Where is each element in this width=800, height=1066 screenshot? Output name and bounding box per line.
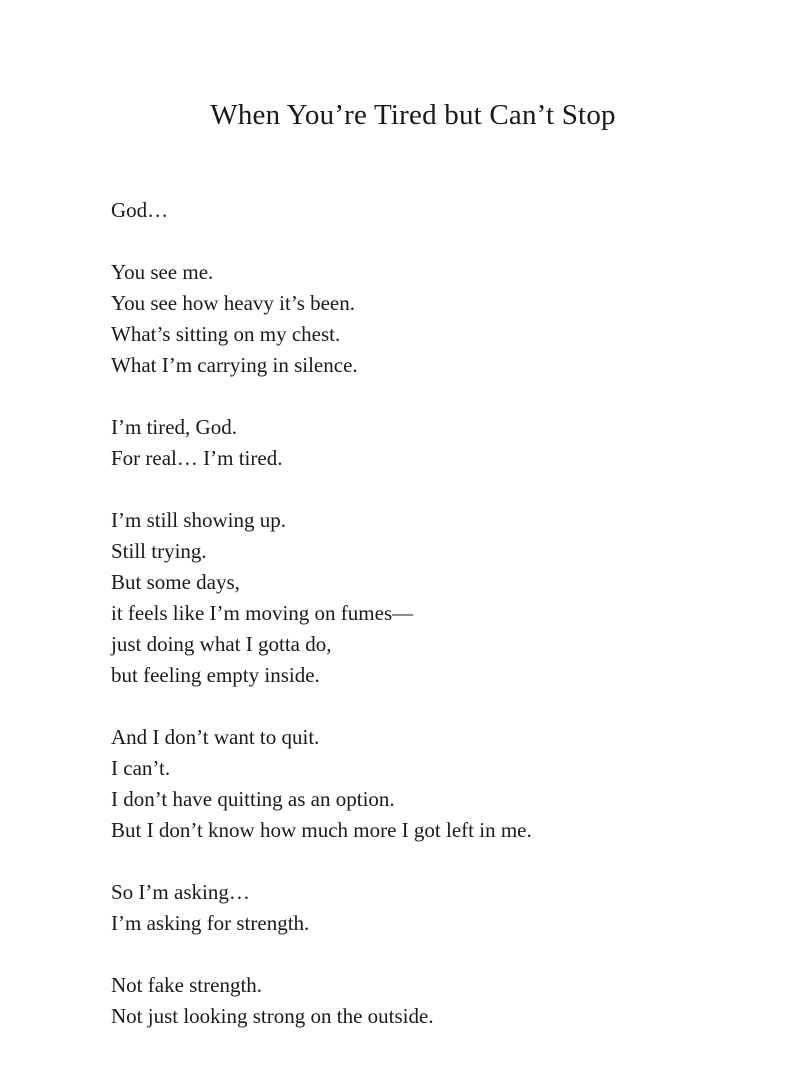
stanza (111, 505, 751, 691)
stanza (111, 877, 751, 939)
poem-line: But some days, (111, 570, 240, 594)
poem-line: I’m asking for strength. (111, 911, 310, 935)
poem-line: just doing what I gotta do, (111, 632, 332, 656)
stanza (111, 257, 751, 381)
poem-line: But I don’t know how much more I got left in me. (111, 818, 532, 842)
poem-body (111, 195, 751, 1063)
stanza (111, 195, 751, 226)
poem-line: I don’t have quitting as an option. (111, 787, 395, 811)
poem-line: Still trying. (111, 539, 207, 563)
poem-line: I’m tired, God. (111, 415, 237, 439)
poem-line: What’s sitting on my chest. (111, 322, 341, 346)
stanza (111, 970, 751, 1032)
poem-line: it feels like I’m moving on fumes— (111, 601, 414, 625)
poem-line: And I don’t want to quit. (111, 725, 320, 749)
poem-line: Not just looking strong on the outside. (111, 1004, 434, 1028)
poem-line: Not fake strength. (111, 973, 263, 997)
page-title: When You’re Tired but Can’t Stop (210, 99, 616, 131)
stanza (111, 412, 751, 474)
poem-line: God… (111, 198, 169, 222)
stanza (111, 722, 751, 846)
poem-line: You see how heavy it’s been. (111, 291, 356, 315)
poem-line: So I’m asking… (111, 880, 250, 904)
poem-line: but feeling empty inside. (111, 663, 320, 687)
poem-line: For real… I’m tired. (111, 446, 283, 470)
poem-line: What I’m carrying in silence. (111, 353, 358, 377)
poem-line: I’m still showing up. (111, 508, 287, 532)
poem-line: You see me. (111, 260, 214, 284)
poem-line: I can’t. (111, 756, 171, 780)
